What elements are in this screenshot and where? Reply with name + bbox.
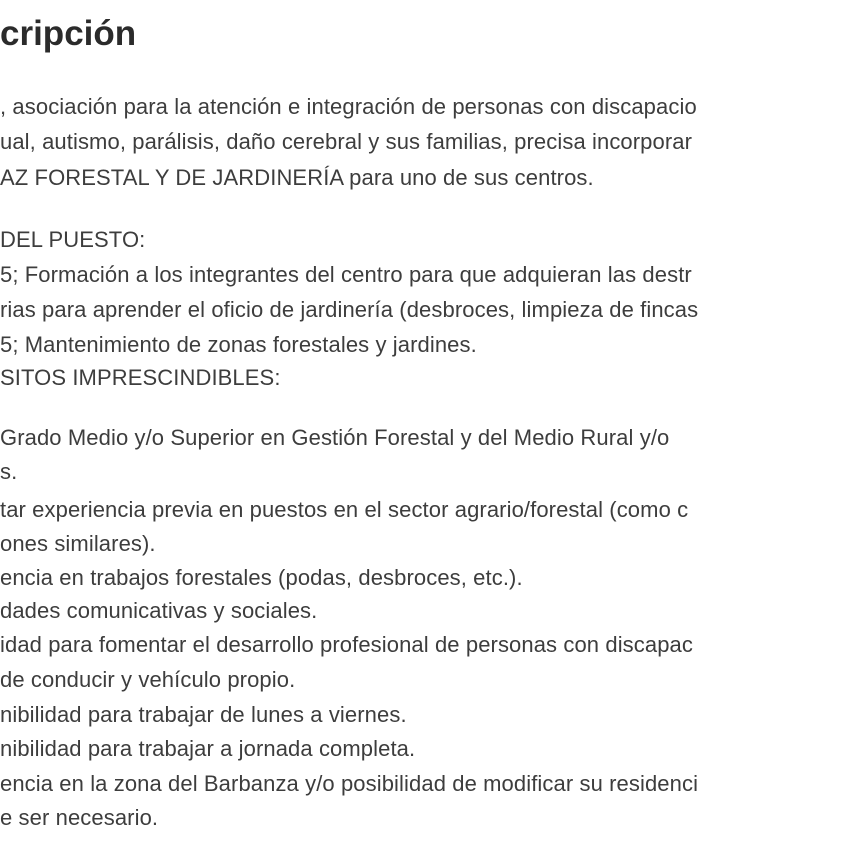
requirement-item: idad para fomentar el desarrollo profesional de personas con discapac [0,632,693,657]
function-item: 5; Mantenimiento de zonas forestales y jardines. [0,332,477,357]
intro-line: , asociación para la atención e integración de personas con discapacio [0,94,697,119]
function-item: rias para aprender el oficio de jardinería (desbroces, limpieza de fincas [0,297,699,322]
requirement-item: e ser necesario. [0,805,159,830]
requirement-item: de conducir y vehículo propio. [0,667,296,692]
requirement-item: nibilidad para trabajar a jornada completa. [0,736,416,761]
requirement-item: ones similares). [0,531,156,556]
requirement-item: dades comunicativas y sociales. [0,598,318,623]
requirements-heading: SITOS IMPRESCINDIBLES: [0,365,281,390]
function-item: 5; Formación a los integrantes del centro para que adquieran las destr [0,262,692,287]
intro-line: AZ FORESTAL Y DE JARDINERÍA para uno de sus centros. [0,165,594,190]
requirement-item: encia en trabajos forestales (podas, desbroces, etc.). [0,565,523,590]
requirement-item: nibilidad para trabajar de lunes a viernes. [0,702,407,727]
functions-heading: DEL PUESTO: [0,227,146,252]
requirement-item: tar experiencia previa en puestos en el sector agrario/forestal (como c [0,497,689,522]
requirement-item: encia en la zona del Barbanza y/o posibilidad de modificar su residenci [0,771,699,796]
intro-line: ual, autismo, parálisis, daño cerebral y sus familias, precisa incorporar [0,129,693,154]
section-heading: cripción [0,14,137,53]
requirement-item: s. [0,459,18,484]
requirement-item: Grado Medio y/o Superior en Gestión Forestal y del Medio Rural y/o [0,425,670,450]
